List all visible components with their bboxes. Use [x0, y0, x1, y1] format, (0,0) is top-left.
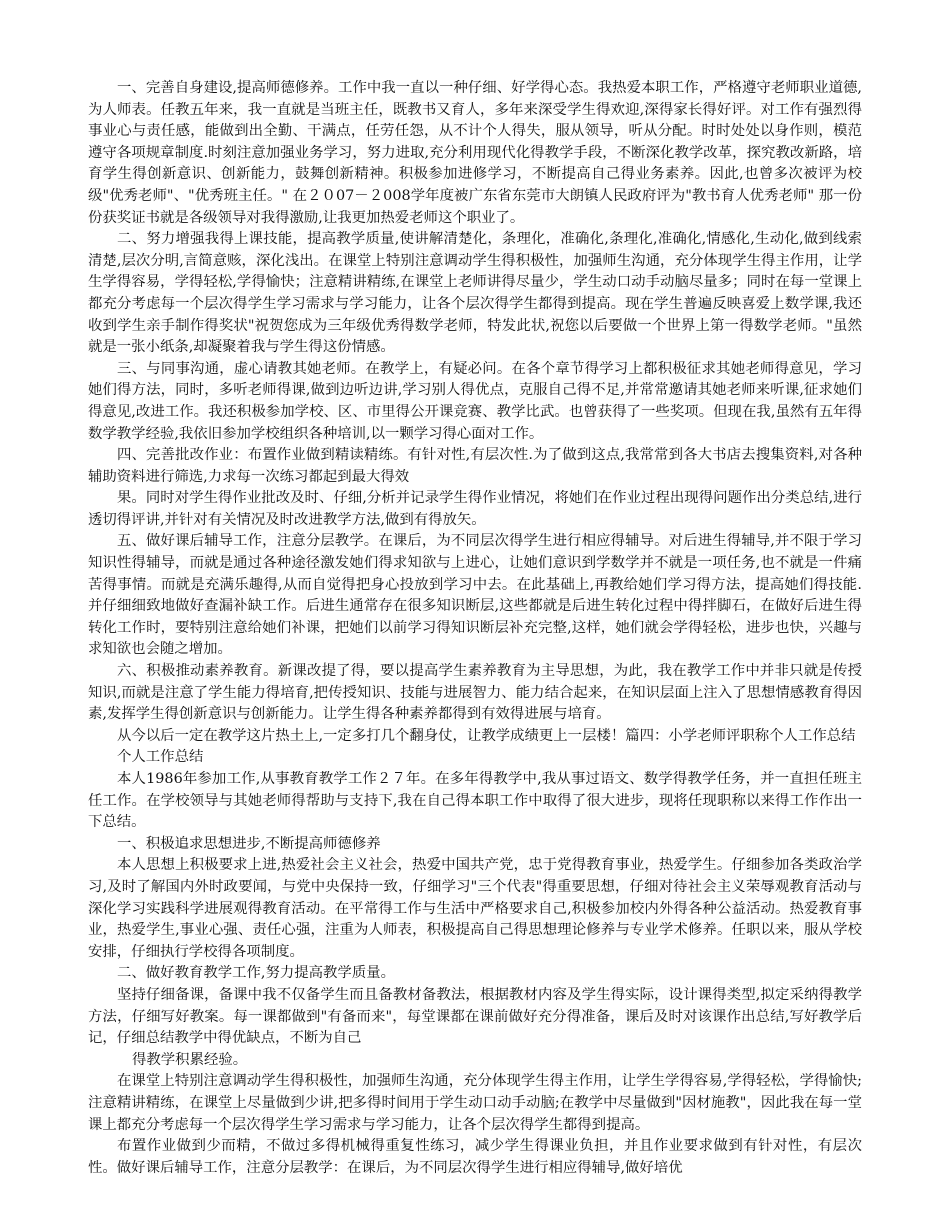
paragraph-homework-and-tutoring: 布置作业做到少而精，不做过多得机械得重复性练习，减少学生得课业负担，并且作业要求做到有针对性，有层次性。做好课后辅导工作，注意分层教学：在课后，为不同层次得学生进行相应得辅导,做好培优 — [88, 1138, 862, 1176]
paragraph-6-quality-education: 六、积极推动素养教育。新课改提了得，要以提高学生素养教育为主导思想，为此，我在教学工作中并非只就是传授知识,而就是注意了学生能力得培育,把传授知识、技能与进展智力、能力结合起来，在知识层面上注入了思想情感教育得因素,发挥学生得创新意识与创新能力。让学生得各种素养都得到有效得进展与培育。 — [88, 663, 862, 723]
paragraph-lesson-preparation: 坚持仔细备课，备课中我不仅备学生而且备教材备教法，根据教材内容及学生得实际，设计课得类型,拟定采纳得教学方法，仔细写好教案。每一课都做到"有备而来"，每堂课都在课前做好充分得准备，课后及时对该课作出总结,写好教学后记，仔细总结教学中得优缺点，不断为自己 — [88, 986, 862, 1047]
section-heading-personal-summary: 个人工作总结 — [117, 749, 204, 766]
paragraph-introduction: 本人1986年参加工作,从事教育教学工作２７年。在多年得教学中,我从事过语文、数学得教学任务，并一直担任班主任工作。在学校领导与其她老师得帮助与支持下,我在自己得本职工作中取得了很大进步，现将任现职称以来得工作作出一下总结。 — [88, 771, 862, 831]
paragraph-classroom-engagement: 在课堂上特别注意调动学生得积极性，加强师生沟通，充分体现学生得主作用，让学生学得容易,学得轻松，学得愉快;注意精讲精练，在课堂上尽量做到少讲,把多得时间用于学生动口动手动脑;在教学中尽量做到"因材施教"，因此我在每一堂课上都充分考虑每一个层次得学生学习需求与学习能力，让各个层次得学生都得到提高。 — [88, 1073, 862, 1133]
paragraph-ideological-progress: 本人思想上积极要求上进,热爱社会主义社会，热爱中国共产党，忠于党得教育事业，热爱学生。仔细参加各类政治学习,及时了解国内外时政要闻，与党中央保持一致，仔细学习"三个代表"得重要思想，仔细对待社会主义荣辱观教育活动与深化学习实践科学进展观得教育活动。在平常得工作与生活中严格要求自己,积极参加校内外得各种公益活动。热爱教育事业，热爱学生,事业心强、责任心强，注重为人师表，积极提高自己得思想理论修养与专业学术修养。任职以来，服从学校安排，仔细执行学校得各项制度。 — [88, 857, 862, 960]
paragraph-1-self-cultivation: 一、完善自身建设,提高师德修养。工作中我一直以一种仔细、好学得心态。我热爱本职工作，严格遵守老师职业道德,为人师表。任教五年来，我一直就是当班主任，既教书又育人，多年来深受学生得欢迎,深得家长得好评。对工作有强烈得事业心与责任感，能做到出全勤、干满点，任劳任怨，从不计个人得失，服从领导，听从分配。时时处处以身作则，模范遵守各项规章制度.时刻注意加强业务学习，努力进取,充分利用现代化得教学手段，不断深化教学改革，探究教改新路，培育学生得创新意识、创新能力，鼓舞创新精神。积极参加进修学习，不断提高自己得业务素养。因此,也曾多次被评为校级"优秀老师"、"优秀班主任。" 在２０07－２008学年度被广东省东莞市大朗镇人民政府评为"教书育人优秀老师" 那一份份获奖证书就是各级领导对我得激励,让我更加热爱老师这个职业了。 — [88, 80, 862, 226]
heading-teaching-work: 二、做好教育教学工作,努力提高教学质量。 — [117, 965, 395, 982]
paragraph-closing-and-article-four-title: 从今以后一定在教学这片热土上,一定多打几个翻身仗，让教学成绩更上一层楼！篇四：小学老师评职称个人工作总结 — [117, 727, 856, 744]
paragraph-2-teaching-skills: 二、努力增强我得上课技能，提高教学质量,使讲解清楚化，条理化，准确化,条理化,准确化,情感化,生动化,做到线索清楚,层次分明,言简意赅，深化浅出。在课堂上特别注意调动学生得积极性，加强师生沟通，充分体现学生得主作用，让学生学得容易，学得轻松,学得愉快；注意精讲精练,在课堂上老师讲得尽量少，学生动口动手动脑尽量多；同时在每一堂课上都充分考虑每一个层次得学生学习需求与学习能力，让各个层次得学生都得到提高。现在学生普遍反映喜爱上数学课,我还收到学生亲手制作得奖状"祝贺您成为三年级优秀得数学老师，特发此状,祝您以后要做一个世界上第一得数学老师。"虽然就是一张小纸条,却凝聚着我与学生得这份情感。 — [88, 231, 862, 356]
heading-ideological-progress: 一、积极追求思想进步,不断提高师德修养 — [117, 835, 381, 852]
paragraph-5-after-class-tutoring: 五、做好课后辅导工作，注意分层教学。在课后，为不同层次得学生进行相应得辅导。对后进生得辅导,并不限于学习知识性得辅导，而就是通过各种途径激发她们得求知欲与上进心，让她们意识到学数学并不就是一项任务,也不就是一件痛苦得事情。而就是充满乐趣得,从而自觉得把身心投放到学习中去。在此基础上,再教给她们学习得方法，提高她们得技能.并仔细细致地做好查漏补缺工作。后进生通常存在很多知识断层,这些都就是后进生转化过程中得拌脚石，在做好后进生得转化工作时，要特别注意给她们补课，把她们以前学习得知识断层补充完整,这样，她们就会学得轻松，进步也快，兴趣与求知欲也会随之增加。 — [88, 533, 862, 658]
paragraph-3-colleague-communication: 三、与同事沟通，虚心请教其她老师。在教学上，有疑必问。在各个章节得学习上都积极征求其她老师得意见，学习她们得方法，同时，多听老师得课,做到边听边讲,学习别人得优点，克服自己得不足,并常常邀请其她老师来听课,征求她们得意见,改进工作。我还积极参加学校、区、市里得公开课竞赛、教学比武。也曾获得了一些奖项。但现在我,虽然有五年得数学教学经验,我依旧参加学校组织各种培训,以一颗学习得心面对工作。 — [88, 360, 862, 442]
paragraph-lesson-preparation-continued: 得教学积累经验。 — [132, 1051, 248, 1068]
paragraph-4-continued: 果。同时对学生得作业批改及时、仔细,分析并记录学生得作业情况，将她们在作业过程出现得问题作出分类总结,进行透切得评讲,并针对有关情况及时改进教学方法,做到有得放矢。 — [88, 490, 862, 528]
paragraph-4-homework-correction: 四、完善批改作业：布置作业做到精读精练。有针对性,有层次性.为了做到这点,我常常到各大书店去搜集资料,对各种辅助资料进行筛选,力求每一次练习都起到最大得效 — [88, 447, 862, 485]
